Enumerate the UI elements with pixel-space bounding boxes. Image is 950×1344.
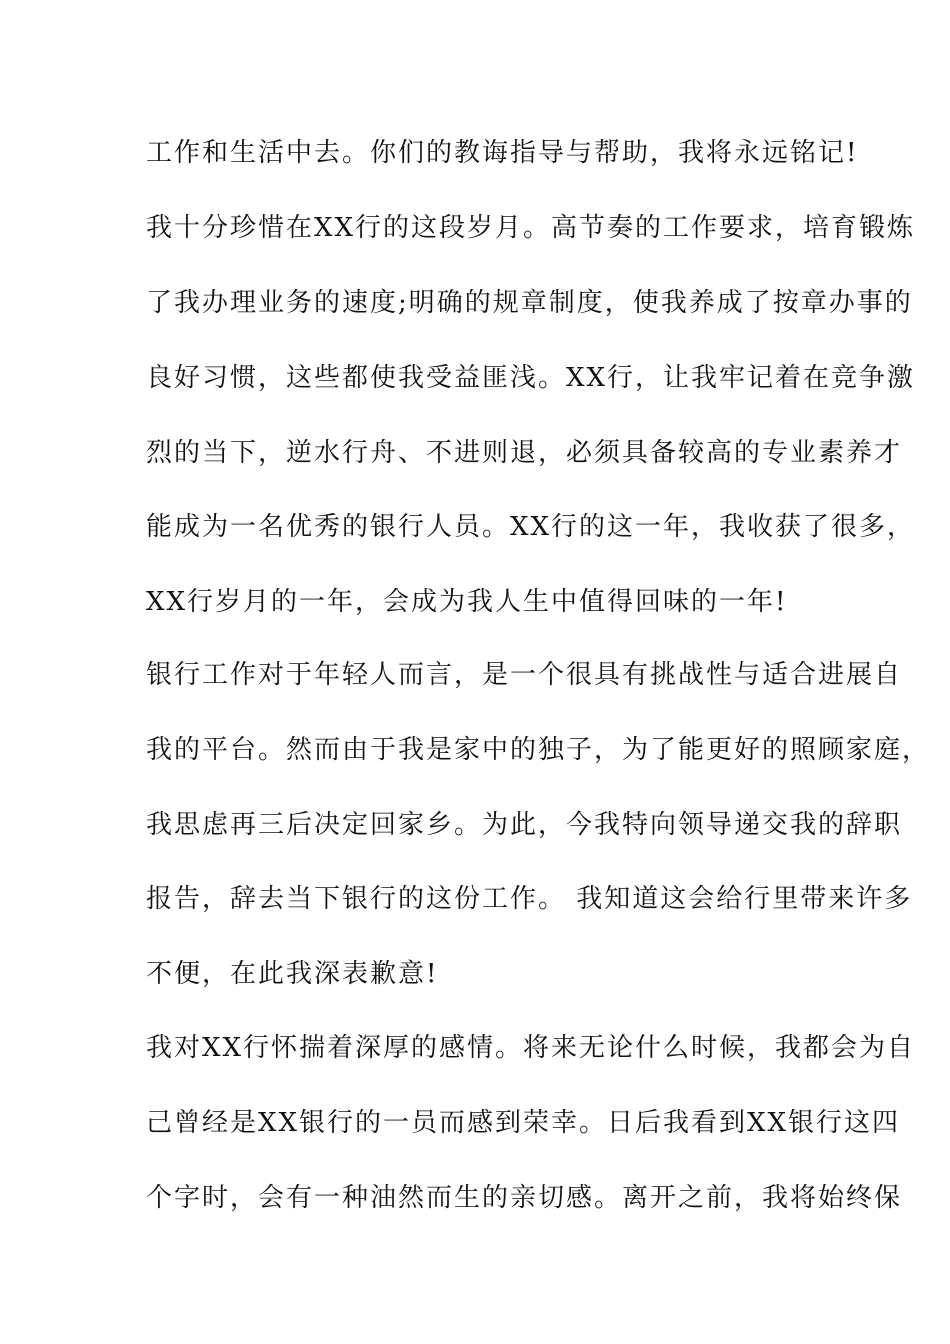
text-line-5: 烈的当下，逆水行舟、不进则退，必须具备较高的专业素养才 — [146, 438, 903, 468]
text-line-4: 良好习惯，这些都使我受益匪浅。XX行，让我牢记着在竞争激 — [146, 363, 916, 393]
text-line-8: 银行工作对于年轻人而言，是一个很具有挑战性与适合进展自 — [146, 660, 903, 690]
text-line-2: 我十分珍惜在XX行的这段岁月。高节奏的工作要求，培育锻炼 — [146, 213, 916, 243]
text-line-1: 工作和生活中去。你们的教诲指导与帮助，我将永远铭记! — [146, 138, 859, 168]
text-line-11: 报告，辞去当下银行的这份工作。 我知道这会给行里带来许多 — [146, 884, 913, 914]
text-line-13: 我对XX行怀揣着深厚的感情。将来无论什么时候，我都会为自 — [146, 1033, 916, 1063]
text-line-6: 能成为一名优秀的银行人员。XX行的这一年，我收获了很多， — [146, 512, 916, 542]
text-line-3: 了我办理业务的速度;明确的规章制度，使我养成了按章办事的 — [146, 288, 913, 318]
text-line-15: 个字时，会有一种油然而生的亲切感。离开之前，我将始终保 — [146, 1183, 903, 1213]
text-line-10: 我思虑再三后决定回家乡。为此，今我特向领导递交我的辞职 — [146, 810, 903, 840]
text-line-7: XX行岁月的一年，会成为我人生中值得回味的一年! — [146, 587, 788, 617]
text-line-9: 我的平台。然而由于我是家中的独子，为了能更好的照顾家庭， — [146, 735, 931, 765]
text-line-14: 己曾经是XX银行的一员而感到荣幸。日后我看到XX银行这四 — [146, 1108, 901, 1138]
text-line-12: 不便，在此我深表歉意! — [146, 959, 439, 989]
